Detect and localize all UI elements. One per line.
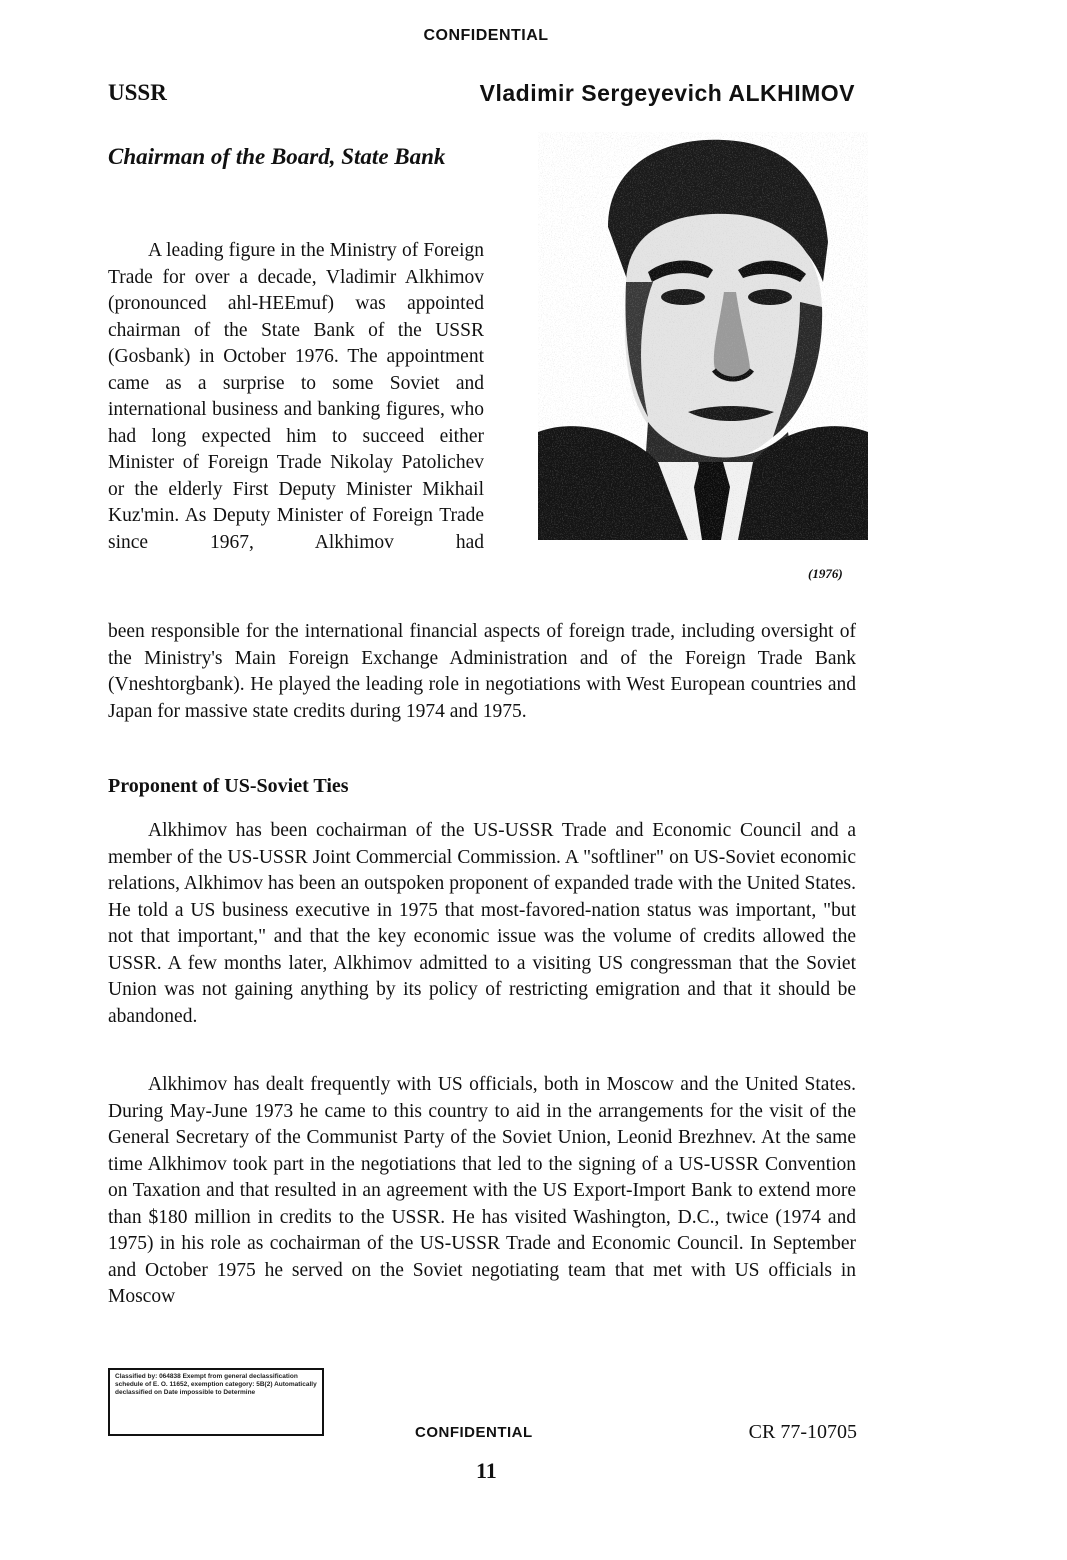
position-title: Chairman of the Board, State Bank (108, 144, 446, 169)
report-number: CR 77-10705 (748, 1421, 857, 1443)
page-number: 11 (476, 1458, 497, 1483)
portrait-photo (538, 132, 868, 540)
classification-bottom: CONFIDENTIAL (415, 1424, 533, 1441)
paragraph-softliner: Alkhimov has been cochairman of the US-USSR Trade and Economic Council and a member of the US-USSR Joint Commercial Commission. A "softliner" on US-Soviet economic relations, Alkhimov has been an outspoken proponent of expanded trade with the United States. He told a US business executive in 1975 that most-favored-nation status was important, "but not that important," and that the key economic issue was the volume of credits allowed the USSR. A few months later, Alkhimov admitted to a visiting US congressman that the Soviet Union was not gaining anything by its policy of restricting emigration and that it should be abandoned. (108, 820, 856, 1027)
paragraph-us-officials: Alkhimov has dealt frequently with US officials, both in Moscow and the United States. During May-June 1973 he came to this country to aid in the arrangements for the visit of the General Secretary of the Communist Party of the Soviet Union, Leonid Brezhnev. At the same time Alkhimov took part in the negotiations that led to the signing of a US-USSR Convention on Taxation and that resulted in an agreement with the US Export-Import Bank to extend more than $180 million in credits to the USSR. He has visited Washington, D.C., twice (1974 and 1975) in his role as cochairman of the US-USSR Trade and Economic Council. In September and October 1975 he served on the Soviet negotiating team that met with US officials in Moscow (108, 1074, 856, 1307)
classification-top: CONFIDENTIAL (423, 27, 549, 44)
classification-stamp: Classified by: 064838 Exempt from general declassification schedule of E. O. 11652, exemption category: 5B(2) Automatically declassified on Date impossible to Determine (108, 1368, 324, 1436)
paragraph-intro-wrap: A leading figure in the Ministry of Foreign Trade for over a decade, Vladimir Alkhimov (pronounced ahl-HEEmuf) was appointed chairman of the State Bank of the USSR (Gosbank) in October 1976. The appointment came as a surprise to some Soviet and international business and banking figures, who had long expected him to succeed either Minister of Foreign Trade Nikolay Patolichev or the elderly First Deputy Minister Mikhail Kuz'min. As Deputy Minister of Foreign Trade since 1967, Alkhimov had (108, 240, 484, 553)
photo-caption: (1976) (808, 566, 843, 581)
person-name: Vladimir Sergeyevich ALKHIMOV (479, 80, 855, 106)
section-heading: Proponent of US-Soviet Ties (108, 775, 349, 797)
country-label: USSR (108, 80, 167, 105)
paragraph-intro-continued: been responsible for the international financial aspects of foreign trade, including oversight of the Ministry's Main Foreign Exchange Administration and of the Foreign Trade Bank (Vneshtorgbank). He played the leading role in negotiations with West European countries and Japan for massive state credits during 1974 and 1975. (108, 621, 856, 722)
